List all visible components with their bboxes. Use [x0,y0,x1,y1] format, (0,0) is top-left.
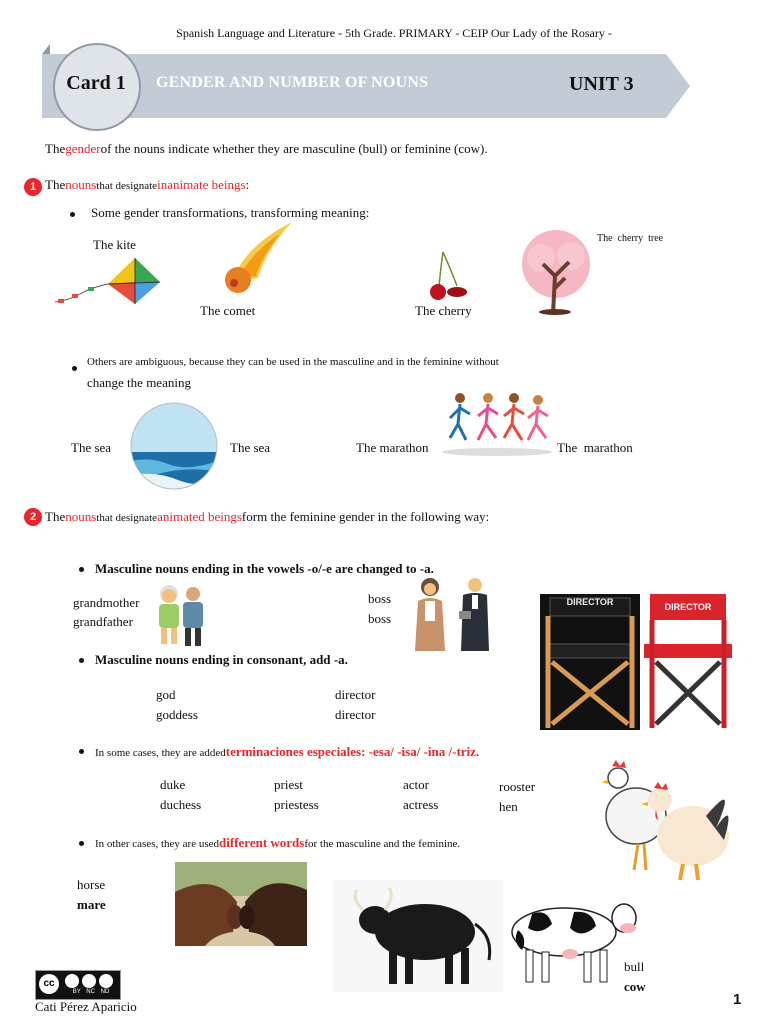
bullet [79,658,84,663]
director-chair-red [642,594,734,730]
s1-highlight: inanimate beings [157,177,246,192]
intro-pre: The [45,141,66,156]
chair-label-black: DIRECTOR [566,597,614,607]
comet-illustration [216,220,296,295]
label-grandfather: grandfather [73,614,133,629]
section-2-heading [45,509,489,525]
label-cow: cow [624,979,646,994]
label-sea-1: The sea [71,440,112,455]
cherry-illustration [425,250,470,300]
label-grandmother: grandmother [73,595,140,610]
card-label: Card 1 [66,72,126,94]
label-marathon-1: The marathon [356,440,429,455]
s1-mid: that designate [96,180,158,192]
label-goddess: goddess [156,707,198,722]
label-boss-1: boss [368,591,392,606]
author: Cati Pérez Aparicio [35,999,137,1014]
label-bull: bull [624,959,645,974]
cow-illustration [492,892,645,984]
label-cherry: The cherry [415,303,472,318]
label-director-2: director [335,707,376,722]
label-marathon-2: The marathon [557,440,633,455]
s1-bullet1: Some gender transformations, transforming meaning: [91,205,370,220]
s2-d-pre: In other cases, they are used [95,838,220,850]
label-comet: The comet [200,303,256,318]
nd-icon [99,974,113,988]
s2-bullet-b: Masculine nouns ending in consonant, add -a. [95,652,348,667]
by-icon [65,974,79,988]
page-number: 1 [733,991,742,1008]
s2-mid: that designate [96,512,158,524]
s2-d-post: for the masculine and the feminine. [304,838,461,850]
label-kite: The kite [93,237,136,252]
section-2-badge: 2 [24,508,42,526]
s2-bullet-c [95,743,479,761]
chair-label-red: DIRECTOR [664,602,712,612]
s1-pre: The [45,177,66,192]
marathon-illustration [440,388,555,458]
bullet [79,749,84,754]
bull-illustration [333,880,503,992]
section-1-heading [45,177,249,193]
horses-photo [175,862,307,946]
s2-highlight: animated beings [157,509,242,524]
s1-nouns: nouns [65,177,97,192]
intro-highlight: gender [65,141,101,156]
bullet [79,841,84,846]
s2-c-highlight: terminaciones especiales: -esa/ -isa/ -ina /-triz. [225,744,480,759]
intro-line [45,141,488,157]
label-duke: duke [160,777,186,792]
sea-illustration [128,402,220,490]
grandparents-illustration [152,580,210,648]
header-top-line: Spanish Language and Literature - 5th Grade. PRIMARY - CEIP Our Lady of the Rosary - [176,26,612,40]
label-mare: mare [77,897,106,912]
label-duchess: duchess [160,797,202,812]
label-horse: horse [77,877,106,892]
s2-post: form the feminine gender in the following way: [241,509,490,524]
label-sea-2: The sea [230,440,271,455]
bullet [72,366,77,371]
label-priest: priest [274,777,303,792]
section-1-badge: 1 [24,178,42,196]
director-chair-black [540,594,640,730]
label-rooster: rooster [499,779,536,794]
bullet [70,212,75,217]
s2-c-pre: In some cases, they are added [95,747,226,759]
s2-nouns: nouns [65,509,97,524]
label-director-1: director [335,687,376,702]
unit-label: UNIT 3 [569,73,634,95]
intro-post: of the nouns indicate whether they are masculine (bull) or feminine (cow). [100,141,488,156]
cc-license-badge [35,970,121,1000]
bullet [79,567,84,572]
label-priestess: priestess [274,797,319,812]
rooster-hen-illustration [598,758,743,883]
s1-bullet2-line1: Others are ambiguous, because they can be used in the masculine and in the feminine without [87,356,499,368]
label-god: god [156,687,176,702]
s2-bullet-a: Masculine nouns ending in the vowels -o/-e are changed to -a. [95,561,434,576]
label-actor: actor [403,777,429,792]
label-hen: hen [499,799,518,814]
license-text: BY NC ND [72,989,110,995]
label-actress: actress [403,797,439,812]
s1-post: : [245,177,250,192]
s2-d-highlight: different words [219,835,305,850]
s2-pre: The [45,509,66,524]
s1-bullet2-line2: change the meaning [87,375,191,390]
s2-bullet-d [95,834,460,852]
label-boss-2: boss [368,611,392,626]
cc-icon: cc [39,974,59,994]
nc-icon [82,974,96,988]
label-cherry-tree: The cherry tree [597,233,664,244]
kite-illustration [50,256,165,311]
cherry-tree-illustration [513,228,599,316]
bosses-illustration [405,575,500,653]
page-title: GENDER AND NUMBER OF NOUNS [156,74,429,91]
